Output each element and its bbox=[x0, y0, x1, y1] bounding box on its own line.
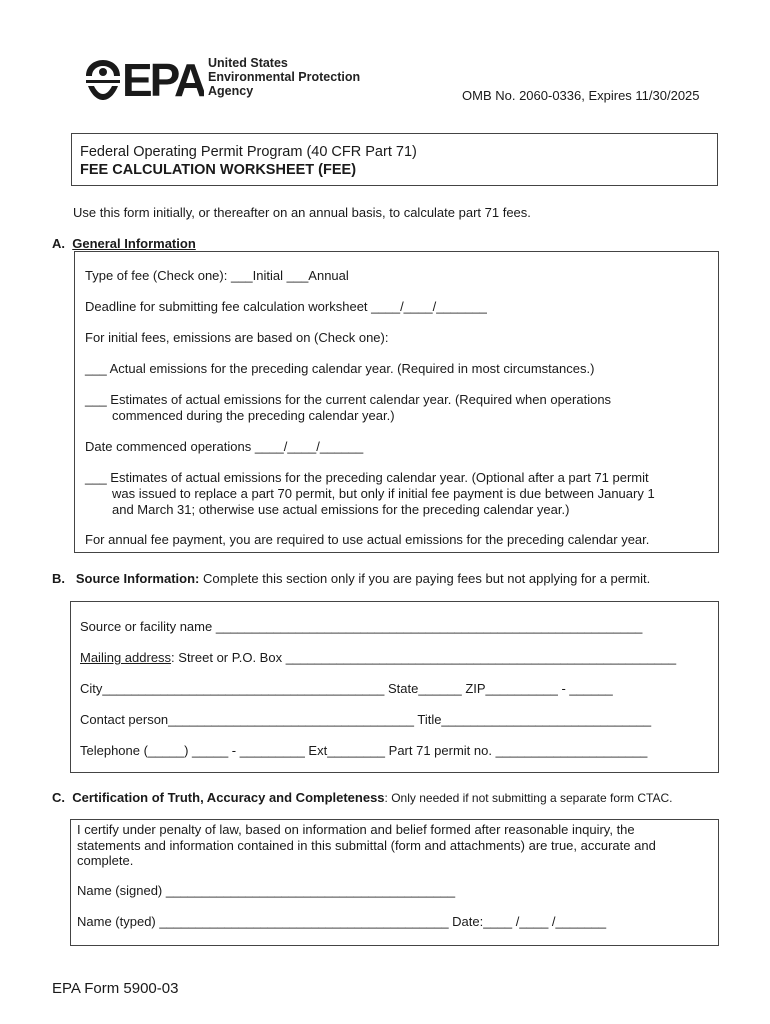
omb-number: OMB No. 2060-0336, Expires 11/30/2025 bbox=[462, 88, 700, 103]
epa-logo bbox=[84, 56, 204, 102]
section-c-heading: C. Certification of Truth, Accuracy and Completeness: Only needed if not submitting a separate form CTAC. bbox=[52, 790, 673, 805]
city-state-zip-field[interactable]: City_______________________________________ State______ ZIP__________ - ______ bbox=[80, 681, 613, 696]
name-signed-field[interactable]: Name (signed) ________________________________________ bbox=[77, 883, 456, 898]
name-typed-date-field[interactable]: Name (typed) ________________________________________ Date:____ /____ /_______ bbox=[77, 914, 607, 929]
source-name-field[interactable]: Source or facility name ___________________________________________________________ bbox=[80, 619, 643, 634]
section-b-heading: B. Source Information: Complete this section only if you are paying fees but not applying for a permit. bbox=[52, 571, 651, 586]
date-commenced-field[interactable]: Date commenced operations ____/____/______ bbox=[85, 439, 364, 454]
fee-type-field[interactable]: Type of fee (Check one): ___Initial ___Annual bbox=[85, 268, 349, 283]
emissions-basis-label: For initial fees, emissions are based on (Check one): bbox=[85, 330, 389, 345]
form-worksheet-title: FEE CALCULATION WORKSHEET (FEE) bbox=[80, 162, 357, 178]
certification-statement: I certify under penalty of law, based on information and belief formed after reasonable inquiry, the statements and information contained in this submittal (form and attachments) are true, accurate and complete. bbox=[77, 822, 656, 868]
epa-flower-icon bbox=[86, 60, 120, 100]
svg-text:EPA: EPA bbox=[122, 56, 204, 102]
option-preceding-estimates[interactable]: ___ Estimates of actual emissions for the preceding calendar year. (Optional after a part 71 permit was issued to replace a part 70 permit, but only if initial fee payment is due between January 1 and March 31; otherwise use actual emissions for the preceding calendar year.) bbox=[85, 470, 655, 517]
option-current-estimates[interactable]: ___ Estimates of actual emissions for the current calendar year. (Required when operations commenced during the preceding calendar year.) bbox=[85, 392, 612, 423]
option-actual-emissions[interactable]: ___ Actual emissions for the preceding calendar year. (Required in most circumstances.) bbox=[85, 361, 595, 376]
annual-fee-note: For annual fee payment, you are required to use actual emissions for the preceding calendar year. bbox=[85, 532, 650, 547]
telephone-permit-field[interactable]: Telephone (_____) _____ - _________ Ext________ Part 71 permit no. _____________________ bbox=[80, 743, 648, 758]
form-title-box bbox=[71, 133, 718, 186]
section-a-heading: A. General Information bbox=[52, 236, 196, 251]
form-program-title: Federal Operating Permit Program (40 CFR Part 71) bbox=[80, 144, 417, 160]
contact-title-field[interactable]: Contact person__________________________________ Title_____________________________ bbox=[80, 712, 652, 727]
deadline-field[interactable]: Deadline for submitting fee calculation worksheet ____/____/_______ bbox=[85, 299, 487, 314]
agency-name: United States Environmental Protection Agency bbox=[208, 56, 361, 98]
mailing-address-field[interactable]: Mailing address: Street or P.O. Box ______________________________________________________ bbox=[80, 650, 677, 665]
intro-text: Use this form initially, or thereafter on an annual basis, to calculate part 71 fees. bbox=[73, 205, 531, 220]
form-number: EPA Form 5900-03 bbox=[52, 980, 179, 997]
